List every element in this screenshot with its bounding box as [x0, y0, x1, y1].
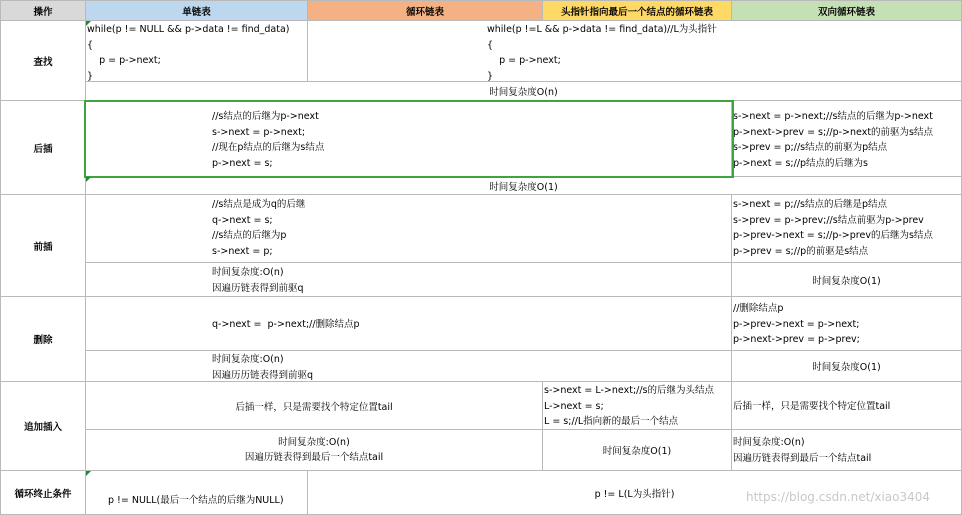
insert-before-complexity[interactable]	[85, 262, 732, 297]
row-label-insert-after[interactable]: 后插	[0, 100, 86, 195]
watermark: https://blog.csdn.net/xiao3404	[746, 490, 931, 504]
insert-before-double-code[interactable]	[731, 194, 962, 263]
comment-marker	[86, 21, 91, 26]
append-double-complexity-text: 时间复杂度:O(n) 因遍历链表得到最后一个结点tail	[733, 437, 872, 464]
delete-double-code[interactable]	[731, 296, 962, 351]
delete-complexity[interactable]	[85, 350, 732, 382]
loop-end-circular[interactable]: p != L(L为头指针)	[307, 470, 962, 515]
row-label-insert-before[interactable]: 前插	[0, 194, 86, 297]
delete-text: q->next = p->next;//删除结点p	[212, 319, 360, 330]
insert-after-text: //s结点的后继为p->next s->next = p->next; //现在p结点的后继为s结点 p->next = s;	[212, 111, 325, 169]
header-circular[interactable]: 循环链表	[307, 0, 543, 21]
insert-before-text: //s结点是成为q的后继 q->next = s; //s结点的后继为p s->next = p;	[212, 199, 306, 257]
append-tail-text: s->next = L->next;//s的后继为头结点 L->next = s; L = s;//L指向新的最后一个结点	[544, 385, 714, 427]
header-op[interactable]: 操作	[0, 0, 86, 21]
insert-before-double-complexity[interactable]: 时间复杂度O(1)	[731, 262, 962, 297]
delete-code[interactable]	[85, 296, 732, 351]
insert-after-double-code[interactable]	[731, 100, 962, 177]
row-label-append[interactable]: 追加插入	[0, 381, 86, 471]
row-label-loop-end[interactable]: 循环终止条件	[0, 470, 86, 515]
append-double-text: 后插一样，只是需要找个特定位置tail	[733, 401, 891, 412]
insert-after-double-text: s->next = p->next;//s结点的后继为p->next p->next->prev = s;//p->next的前驱为s结点 s->prev = p;//s结点的前驱为p结点 p->next = s;//p结点的后继为s	[733, 111, 934, 169]
comment-marker	[86, 177, 91, 182]
insert-before-double-text: s->next = p;//s结点的后继是p结点 s->prev = p->prev;//s结点前驱为p->prev p->prev->next = s;//p->prev的后继为s结点 p->prev = s;//p的前驱是s结点	[733, 199, 933, 257]
append-double-code[interactable]	[731, 381, 962, 430]
append-complexity[interactable]	[85, 429, 543, 471]
comment-marker	[86, 471, 91, 476]
append-tail-code[interactable]	[542, 381, 732, 430]
loop-end-single-text: p != NULL(最后一个结点的后继为NULL)	[108, 495, 284, 506]
delete-double-complexity[interactable]: 时间复杂度O(1)	[731, 350, 962, 382]
row-label-delete[interactable]: 删除	[0, 296, 86, 382]
insert-before-code[interactable]	[85, 194, 732, 263]
header-single[interactable]: 单链表	[85, 0, 308, 21]
find-circular-code[interactable]	[307, 20, 962, 82]
loop-end-single[interactable]	[85, 470, 308, 515]
insert-after-complexity[interactable]: 时间复杂度O(1)	[85, 176, 962, 195]
row-label-find[interactable]: 查找	[0, 20, 86, 101]
delete-complexity-text: 时间复杂度:O(n) 因遍历历链表得到前驱q	[212, 354, 314, 381]
append-tail-complexity[interactable]: 时间复杂度O(1)	[542, 429, 732, 471]
header-tail-circular[interactable]: 头指针指向最后一个结点的循环链表	[542, 0, 732, 21]
find-single-code[interactable]	[85, 20, 308, 82]
find-complexity[interactable]: 时间复杂度O(n)	[85, 81, 962, 101]
find-single-text: while(p != NULL && p->data != find_data) { p = p->next; }	[87, 24, 290, 82]
insert-after-code[interactable]	[85, 100, 732, 177]
append-double-complexity[interactable]	[731, 429, 962, 471]
append-code[interactable]: 后插一样，只是需要找个特定位置tail	[85, 381, 543, 430]
delete-double-text: //删除结点p p->prev->next = p->next; p->next->prev = p->prev;	[733, 303, 860, 345]
find-circular-text: while(p !=L && p->data != find_data)//L为头指针 { p = p->next; }	[487, 24, 717, 82]
append-complexity-text: 时间复杂度:O(n) 因遍历链表得到最后一个结点tail	[244, 436, 384, 463]
insert-before-complexity-text: 时间复杂度:O(n) 因遍历链表得到前驱q	[212, 267, 304, 294]
header-double-circular[interactable]: 双向循环链表	[731, 0, 962, 21]
